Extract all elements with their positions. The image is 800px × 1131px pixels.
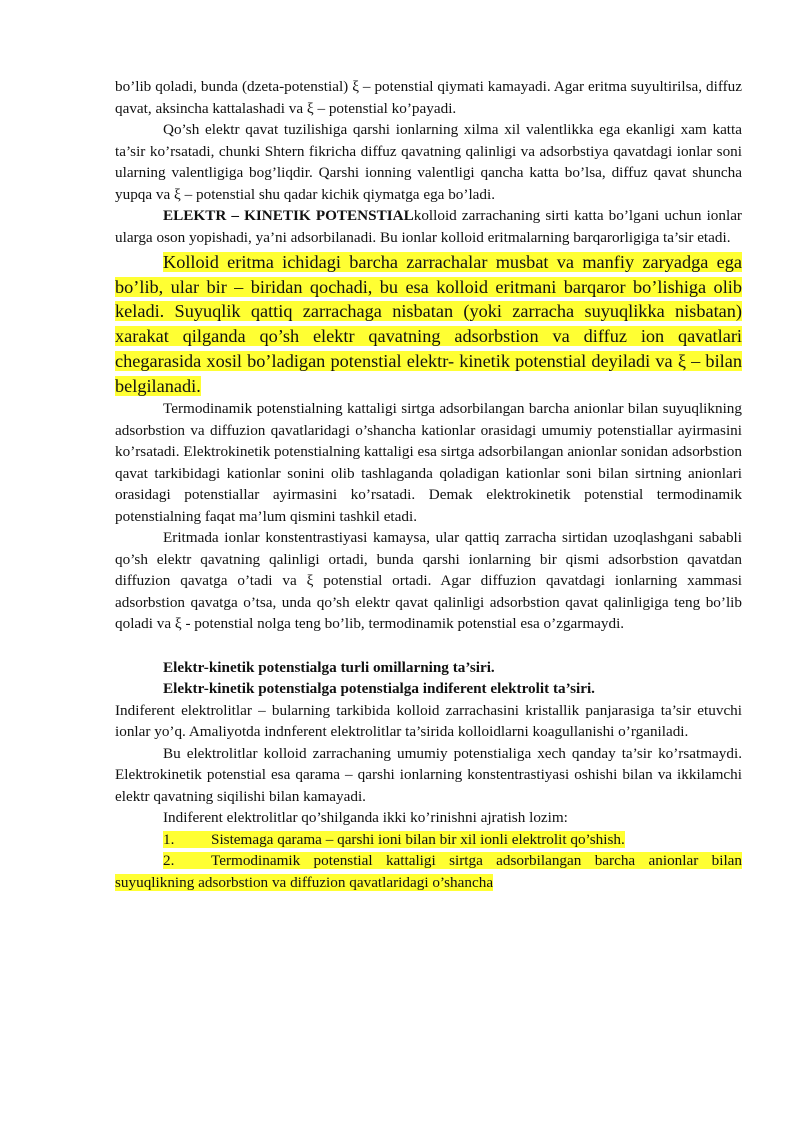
paragraph-3-text: kolloid zarrachaning sirti katta bo’lgani uchun ionlar ularga oson yopishadi, ya’ni adsorbilanadi. Bu ionlar kolloid eritmalarning barqarorligiga ta’sir etadi. bbox=[115, 207, 742, 246]
section-heading bbox=[115, 657, 742, 679]
highlighted-definition bbox=[115, 250, 742, 398]
list-item-1-number: 1. bbox=[163, 830, 175, 848]
subsection-heading bbox=[115, 678, 742, 700]
paragraph-2: Qo’sh elektr qavat tuzilishiga qarshi ionlarning xilma xil valentlikka ega ekanligi xam katta ta’sir ko’rsatadi, chunki Shtern fikricha diffuz qavatning qalinligi va adsorbstiya qavatdagi ionlar soni ularning valentligiga bog’liqdir. Qarshi ionning valentligi qancha katta bo’lsa, diffuz qavat shuncha yupqa va ξ – potenstial shu qadar kichik qiymatga ega bo’ladi. bbox=[115, 121, 742, 203]
list-item-1-highlight bbox=[163, 831, 625, 848]
subsection-heading-text: Elektr-kinetik potenstialga potenstialga indiferent elektrolit ta’siri. bbox=[163, 680, 595, 698]
highlighted-definition-text: Kolloid eritma ichidagi barcha zarrachalar musbat va manfiy zaryadga ega bo’lib, ular bir – biridan qochadi, bu esa kolloid eritmani barqaror bo’lishiga olib keladi. Suyuqlik qattiq zarrachaga nisbatan (yoki zarracha suyuqlikka nisbatan) xarakat qilganda qo’sh elektr qavatning adsorbstion va diffuz ion qavatlari chegarasida xosil bo’ladigan potenstial elektr- kinetik potenstial deyiladi va ξ – bilan belgilanadi. bbox=[115, 252, 742, 396]
paragraph-8: Bu elektrolitlar kolloid zarrachaning umumiy potenstialiga xech qanday ta’sir ko’rsatmaydi. Elektrokinetik potenstial esa qarama – qarshi ionlarning konstentrastiyasi oshishi bilan va ikkilamchi elektr qavatning siqilishi bilan kamayadi. bbox=[115, 744, 742, 805]
paragraph-9: Indiferent elektrolitlar qo’shilganda ikki ko’rinishni ajratish lozim: bbox=[163, 809, 568, 827]
paragraph-1: bo’lib qoladi, bunda (dzeta-potenstial) ξ – potenstial qiymati kamayadi. Agar eritma suyultirilsa, diffuz qavat, aksincha kattalashadi va ξ – potenstial ko’payadi. bbox=[115, 78, 742, 117]
list-item-1-text: Sistemaga qarama – qarshi ioni bilan bir xil ionli elektrolit qo’shish. bbox=[211, 830, 625, 848]
paragraph-7: Indiferent elektrolitlar – bularning tarkibida kolloid zarrachasini kristallik panjarasiga ta’sir etuvchi ionlar yo’q. Amaliyotda indnferent elektrolitlar ta’sirida kolloidlarni koagullanishi o’rganiladi. bbox=[115, 701, 742, 741]
list-item-2 bbox=[115, 850, 742, 893]
spacer bbox=[115, 635, 742, 657]
list-item-1 bbox=[115, 829, 742, 851]
term-elektr-kinetik-potenstial: ELEKTR – KINETIK POTENSTIAL bbox=[163, 207, 414, 224]
paragraph-3 bbox=[115, 205, 742, 248]
paragraph-5: Termodinamik potenstialning kattaligi sirtga adsorbilangan barcha anionlar bilan suyuqlikning adsorbstion va diffuzion qavatlaridagi o’shancha kationlar orasidagi umumiy potenstiallar ayirmasini ko’rsatadi. Elektrokinetik potenstialning kattaligi esa sirtga adsorbilangan anionlar sonidan adsorbstion qavat tarkibidagi kationlar sonini olib tashlaganda qoladigan kationlar soni bilan sirtning anionlari orasidagi potenstiallar ayirmasini ko’rsatadi. Demak elektrokinetik potenstial termodinamik potenstialning faqat ma’lum qismini tashkil etadi. bbox=[115, 400, 742, 525]
document-page bbox=[115, 76, 742, 893]
paragraph-6: Eritmada ionlar konstentrastiyasi kamaysa, ular qattiq zarracha sirtidan uzoqlashgani sababli qo’sh elektr qavatning qalinligi ortadi, bunda qarshi ionlarning bir qismi adsorbstion qavatdan diffuzion qavatga o’tadi va ξ potenstial ortadi. Agar diffuzion qavatdagi ionlarning xammasi adsorbstion qavatga o’tsa, unda qo’sh elektr qavat qalinligi adsorbstion qavat qalinligiga teng bo’lib qoladi va ξ - potenstial nolga teng bo’lib, termodinamik potenstial esa o’zgarmaydi. bbox=[115, 529, 742, 633]
list-item-2-highlight bbox=[115, 852, 742, 891]
section-heading-text: Elektr-kinetik potenstialga turli omillarning ta’siri. bbox=[163, 658, 495, 676]
list-item-2-text: Termodinamik potenstial kattaligi sirtga adsorbilangan barcha anionlar bilan suyuqlikning adsorbstion va diffuzion qavatlaridagi o’shancha bbox=[115, 852, 742, 891]
list-item-2-number: 2. bbox=[163, 852, 175, 870]
